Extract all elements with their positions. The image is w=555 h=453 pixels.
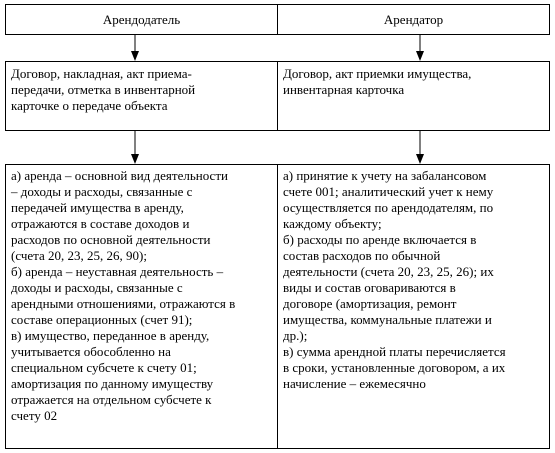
arrow-lessor-documents-to-accounting [131, 131, 139, 164]
lessee-accounting-box: а) принятие к учету на забалансовом счете 001; аналитический учет к нему осуществляется по арендодателям, по каждому объекту; б) расходы по аренде включается в состав расходов по обычной деятельности (счета 20, 23, 25, 26); их виды и состав оговариваются в договоре (амортизация, ремонт имущества, коммунальные платежи и др.); в) сумма арендной платы перечисляется в сроки, установленные договором, а их начисление – ежемесячно [277, 164, 550, 449]
arrow-lessor-header-to-documents [131, 35, 139, 61]
lessee-header: Арендатор [277, 4, 550, 35]
lessor-header: Арендодатель [5, 4, 278, 35]
lessor-accounting-box: а) аренда – основной вид деятельности – доходы и расходы, связанные с передачей имущества в аренду, отражаются в составе доходов и расходов по основной деятельности (счета 20, 23, 25, 26, 90); б) аренда – неуставная деятельность – доходы и расходы, связанные с арендными отношениями, отражаются в составе операционных (счет 91); в) имущество, переданное в аренду, учитывается обособленно на специальном субсчете к счету 01; амортизация по данному имуществу отражается на отдельном субсчете к счету 02 [5, 164, 278, 449]
arrow-lessee-header-to-documents [416, 35, 424, 61]
arrow-lessee-documents-to-accounting [416, 131, 424, 164]
lessor-documents-box: Договор, накладная, акт приема- передачи, отметка в инвентарной карточке о передаче объекта [5, 61, 278, 131]
lessee-documents-box: Договор, акт приемки имущества, инвентарная карточка [277, 61, 550, 131]
